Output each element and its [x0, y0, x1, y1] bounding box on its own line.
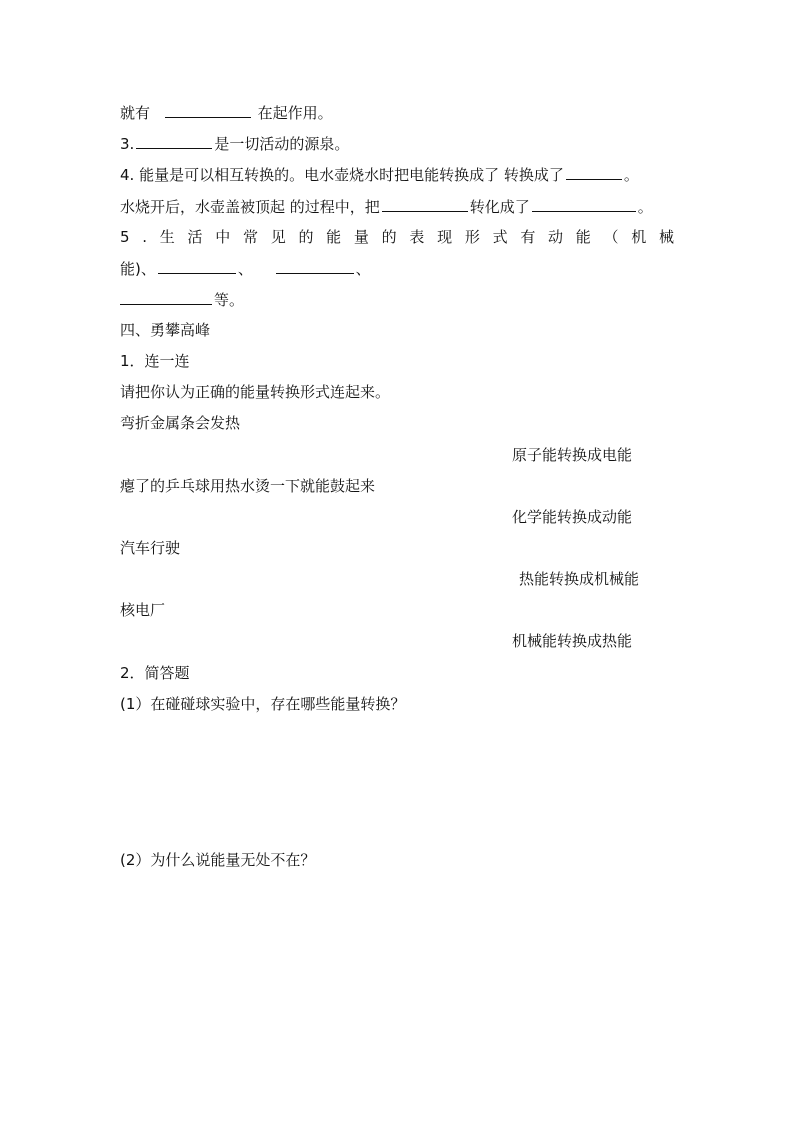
left-item[interactable]: 核电厂	[120, 601, 166, 619]
q2-line	[120, 102, 333, 123]
right-item[interactable]: 化学能转换成动能	[512, 508, 633, 526]
answer-blank[interactable]	[532, 196, 636, 212]
q3-text: 是一切活动的源泉。	[214, 135, 350, 153]
q5-line-3	[120, 289, 244, 310]
q5-end: 等。	[214, 291, 245, 309]
q5-char: 械	[658, 228, 674, 246]
section-title: 四、勇攀高峰	[120, 321, 211, 339]
q5-text-2a: 能)、	[120, 260, 156, 278]
answer-blank[interactable]	[120, 289, 212, 305]
q3-number: 3.	[120, 135, 135, 153]
q4-text-2b: 转化成了	[469, 198, 530, 216]
q5-char: 动	[548, 228, 564, 246]
q5-sep-1: 、	[237, 260, 253, 278]
q4-end-2: 。	[637, 198, 653, 216]
right-item[interactable]: 热能转换成机械能	[519, 570, 640, 588]
right-item[interactable]: 机械能转换成热能	[512, 632, 633, 650]
q5-char: 能	[575, 228, 591, 246]
question-1: (1）在碰碰球实验中，存在哪些能量转换？	[120, 695, 406, 713]
q5-char: 中	[215, 228, 231, 246]
q5-char: .	[142, 228, 148, 246]
subsection-connect: 1．连一连	[120, 352, 190, 370]
q5-char: 表	[409, 228, 425, 246]
q4-line-2	[120, 196, 653, 217]
answer-blank[interactable]	[165, 102, 251, 118]
q5-char: 机	[631, 228, 647, 246]
subsection-short-answer: 2．简答题	[120, 664, 190, 682]
q5-line-1	[120, 227, 674, 247]
q2-text-a: 就有	[120, 104, 151, 122]
question-2: (2）为什么说能量无处不在？	[120, 851, 316, 869]
left-item[interactable]: 汽车行驶	[120, 539, 181, 557]
q5-char: 能	[326, 228, 342, 246]
q2-text-b: 在起作用。	[257, 104, 333, 122]
q5-char: 现	[437, 228, 453, 246]
q5-char: 量	[353, 228, 369, 246]
q5-char: 的	[381, 228, 397, 246]
answer-blank[interactable]	[136, 133, 212, 149]
answer-blank[interactable]	[158, 258, 236, 274]
q5-char: 5	[120, 228, 130, 246]
q5-line-2	[120, 258, 371, 279]
q4-line-1	[120, 164, 639, 185]
right-item[interactable]: 原子能转换成电能	[512, 446, 633, 464]
q5-char: 形	[464, 228, 480, 246]
q5-char: 有	[520, 228, 536, 246]
connect-instruction: 请把你认为正确的能量转换形式连起来。	[120, 383, 391, 401]
q5-sep-2: 、	[355, 260, 371, 278]
answer-blank[interactable]	[566, 164, 622, 180]
left-item[interactable]: 瘪了的乒乓球用热水烫一下就能鼓起来	[120, 477, 376, 495]
answer-blank[interactable]	[276, 258, 354, 274]
answer-blank[interactable]	[382, 196, 468, 212]
q5-char: 见	[270, 228, 286, 246]
q5-char: 式	[492, 228, 508, 246]
q5-char: 常	[242, 228, 258, 246]
q4-end-1: 。	[623, 166, 639, 184]
q5-char: （	[603, 228, 619, 246]
q5-char: 生	[159, 228, 175, 246]
q5-char: 的	[298, 228, 314, 246]
q4-text-2a: 水烧开后，水壶盖被顶起 的过程中，把	[120, 198, 380, 216]
q3-line	[120, 133, 349, 154]
left-item[interactable]: 弯折金属条会发热	[120, 414, 241, 432]
q5-char: 活	[187, 228, 203, 246]
q4-text-1: 4. 能量是可以相互转换的。电水壶烧水时把电能转换成了 转换成了	[120, 166, 564, 184]
